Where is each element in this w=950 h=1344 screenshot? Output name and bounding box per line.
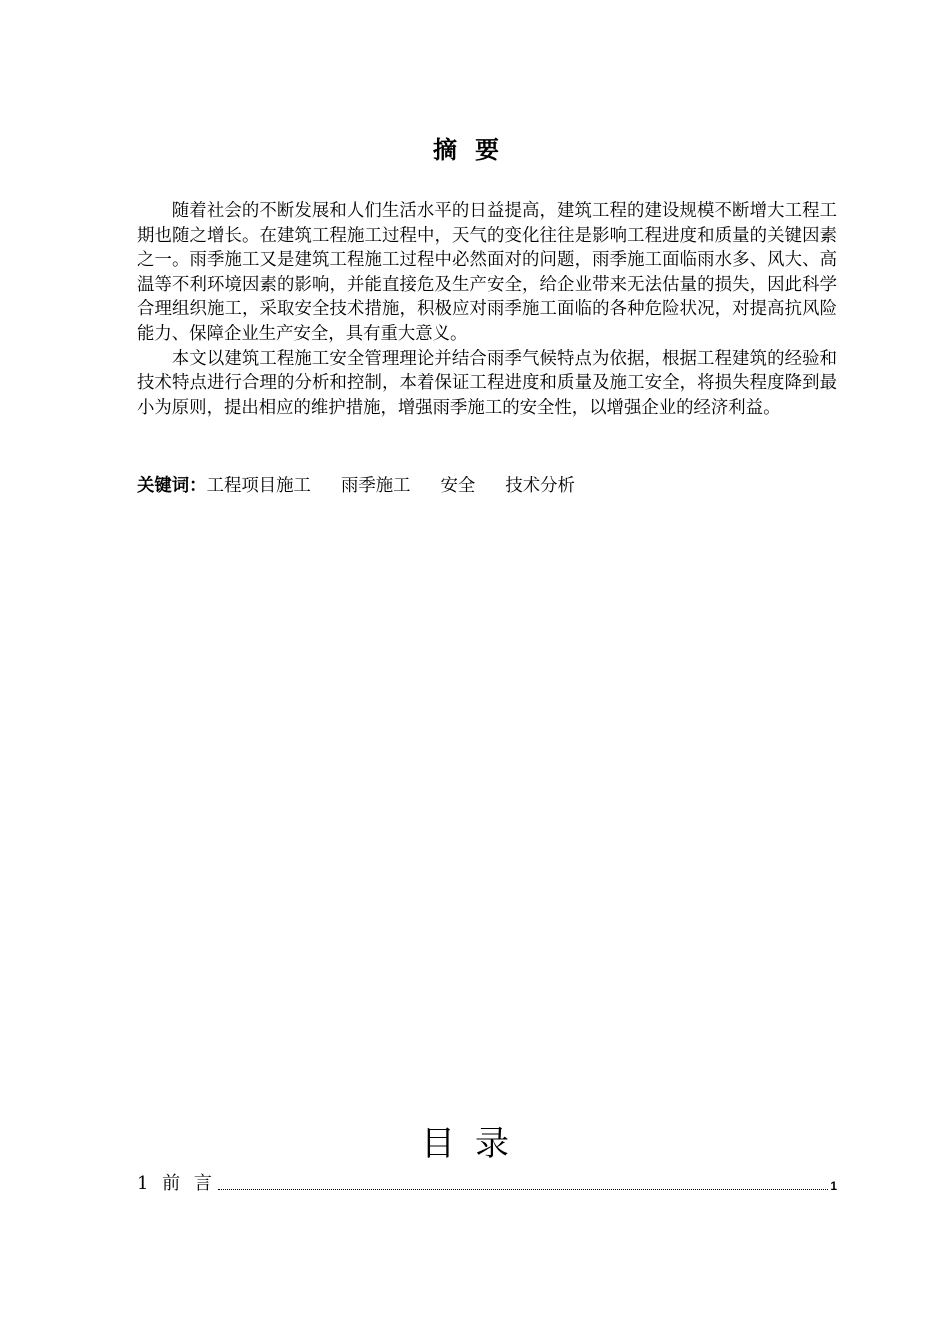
keyword-item: 雨季施工 <box>340 476 411 496</box>
toc-page-number: 1 <box>830 1179 837 1193</box>
toc-entry[interactable] <box>137 1170 837 1196</box>
toc-dot-leader <box>218 1189 828 1190</box>
keywords-line <box>137 474 837 498</box>
abstract-paragraph: 本文以建筑工程施工安全管理理论并结合雨季气候特点为依据，根据工程建筑的经验和技术特点进行合理的分析和控制，本着保证工程进度和质量及施工安全，将损失程度降到最小为原则，提出相应的维护措施，增强雨季施工的安全性，以增强企业的经济利益。 <box>137 348 837 418</box>
abstract-paragraph: 随着社会的不断发展和人们生活水平的日益提高，建筑工程的建设规模不断增大工程工期也随之增长。在建筑工程施工过程中，天气的变化往往是影响工程进度和质量的关键因素之一。雨季施工又是建筑工程施工过程中必然面对的问题，雨季施工面临雨水多、风大、高温等不利环境因素的影响，并能直接危及生产安全，给企业带来无法估量的损失，因此科学合理组织施工，采取安全技术措施，积极应对雨季施工面临的各种危险状况，对提高抗风险能力、保障企业生产安全，具有重大意义。 <box>137 201 837 344</box>
keyword-item: 安全 <box>440 476 476 496</box>
abstract-title: 摘要 <box>433 135 517 164</box>
abstract-body <box>137 199 837 420</box>
keyword-item: 技术分析 <box>505 476 575 496</box>
toc-title: 目录 <box>421 1124 529 1164</box>
toc-entry-label: 1 前 言 <box>137 1173 216 1194</box>
keyword-item: 工程项目施工 <box>206 476 311 496</box>
keywords-label: 关键词： <box>137 476 207 496</box>
